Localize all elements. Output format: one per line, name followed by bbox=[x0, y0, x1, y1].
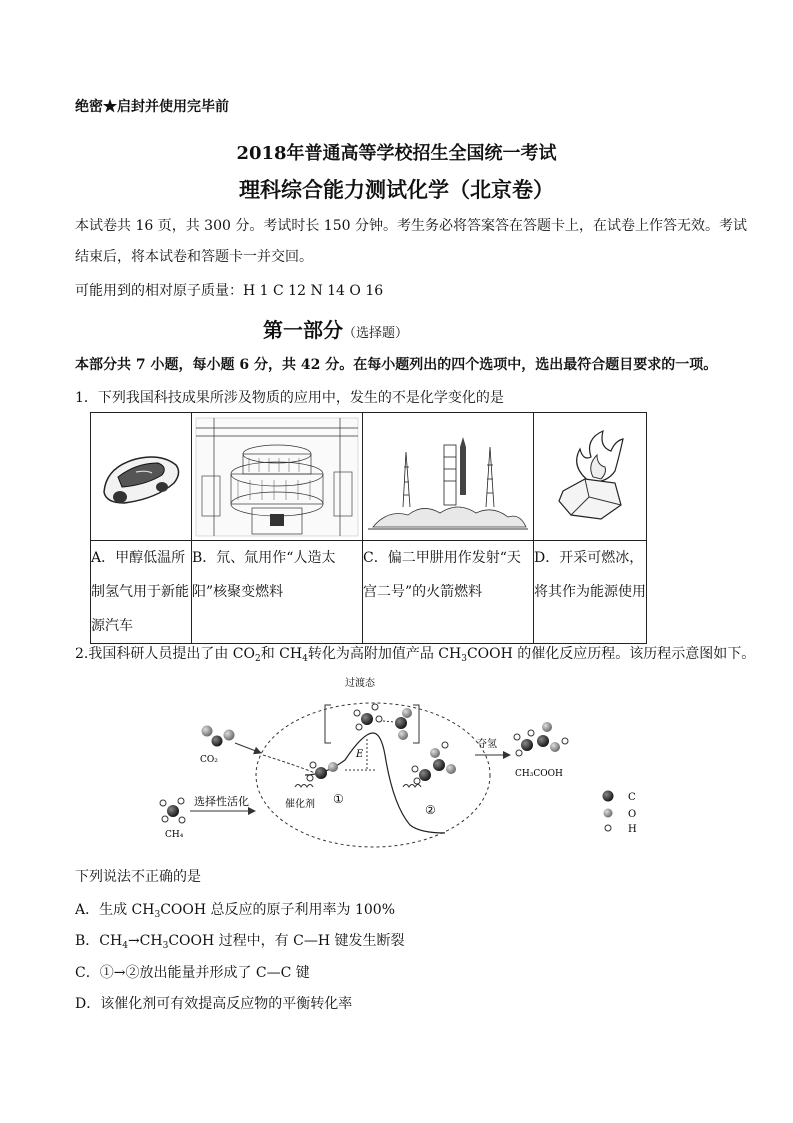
burning-ice-icon bbox=[545, 427, 635, 527]
q1-picture-b bbox=[192, 413, 363, 541]
acetic-acid-molecule bbox=[514, 722, 568, 756]
section-description: 本部分共 7 小题，每小题 6 分，共 42 分。在每小题列出的四个选项中，选出最符合题目要求的一项。 bbox=[75, 357, 718, 373]
section-heading bbox=[263, 314, 408, 343]
q1-picture-a bbox=[91, 413, 192, 541]
q1-option-d[interactable]: D．开采可燃冰，将其作为能源使用 bbox=[534, 541, 647, 644]
intro-line-1: 本试卷共 16 页，共 300 分。考试时长 150 分钟。考生务必将答案答在答题卡上，在试卷上作答无效。考试 bbox=[75, 218, 747, 234]
rocket-launch-icon bbox=[368, 417, 528, 537]
ch4-label: CH₄ bbox=[165, 830, 184, 840]
svg-text:H: H bbox=[628, 824, 637, 835]
product-label: CH₃COOH bbox=[515, 769, 563, 779]
q2-option-b[interactable]: B．$CH_4\to CH_3COOH$ 过程中，有 C—H 键发生断裂 bbox=[75, 933, 405, 951]
step-2-label: ② bbox=[425, 803, 436, 817]
step-1-label: ① bbox=[333, 792, 344, 806]
q1-option-a[interactable]: A．甲醇低温所制氢气用于新能源汽车 bbox=[91, 541, 192, 644]
atomic-masses: 可能用到的相对原子质量：H 1 C 12 N 14 O 16 bbox=[75, 283, 384, 299]
intermediate-1 bbox=[295, 762, 338, 787]
section-title: 第一部分 bbox=[263, 318, 343, 342]
atom-legend bbox=[603, 791, 638, 836]
catalysis-region bbox=[256, 703, 490, 847]
svg-text:C: C bbox=[628, 792, 636, 803]
ch4-molecule bbox=[160, 798, 185, 823]
section-note: （选择题） bbox=[343, 326, 409, 341]
activation-energy-label: E bbox=[356, 749, 364, 760]
selective-activation-label: 选择性活化 bbox=[194, 795, 249, 808]
dehydrogenation-label: 夺氢 bbox=[477, 739, 497, 750]
co2-molecule bbox=[202, 726, 235, 747]
confidential-mark: 绝密★启封并使用完毕前 bbox=[75, 99, 229, 115]
fusion-reactor-icon bbox=[194, 416, 360, 538]
q2-option-c[interactable]: C．①→②放出能量并形成了 C—C 键 bbox=[75, 965, 310, 981]
q1-picture-c bbox=[363, 413, 534, 541]
catalyst-label: 催化剂 bbox=[285, 799, 315, 810]
hydrogen-car-icon bbox=[96, 437, 186, 517]
svg-text:O: O bbox=[628, 809, 637, 820]
transition-state-label: 过渡态 bbox=[345, 678, 375, 689]
intro-line-2: 结束后，将本试卷和答题卡一并交回。 bbox=[75, 249, 313, 265]
reaction-mechanism-diagram bbox=[145, 675, 655, 850]
q1-stem: 1．下列我国科技成果所涉及物质的应用中，发生的不是化学变化的是 bbox=[75, 390, 504, 406]
q1-picture-d bbox=[534, 413, 647, 541]
transition-state-molecule bbox=[354, 704, 412, 740]
q1-option-c[interactable]: C．偏二甲肼用作发射“天宫二号”的火箭燃料 bbox=[363, 541, 534, 644]
exam-title: 2018年普通高等学校招生全国统一考试 bbox=[236, 143, 557, 164]
energy-curve bbox=[305, 733, 445, 833]
q2-prompt: 下列说法不正确的是 bbox=[75, 869, 201, 885]
exam-subtitle: 理科综合能力测试化学（北京卷） bbox=[239, 177, 554, 202]
q1-option-b[interactable]: B．氘、氚用作“人造太阳”核聚变燃料 bbox=[192, 541, 363, 644]
q1-options-table bbox=[90, 412, 647, 644]
intermediate-2 bbox=[403, 742, 456, 787]
q2-stem: 2.我国科研人员提出了由 $CO_2$和 $CH_4$转化为高附加值产品 $CH_3COOH$ 的催化反应历程。该历程示意图如下。 bbox=[75, 646, 756, 664]
co2-label: CO₂ bbox=[200, 755, 218, 765]
q2-option-a[interactable]: A．生成 $CH_3COOH$ 总反应的原子利用率为 100% bbox=[75, 902, 396, 920]
q2-option-d[interactable]: D．该催化剂可有效提高反应物的平衡转化率 bbox=[75, 996, 353, 1012]
